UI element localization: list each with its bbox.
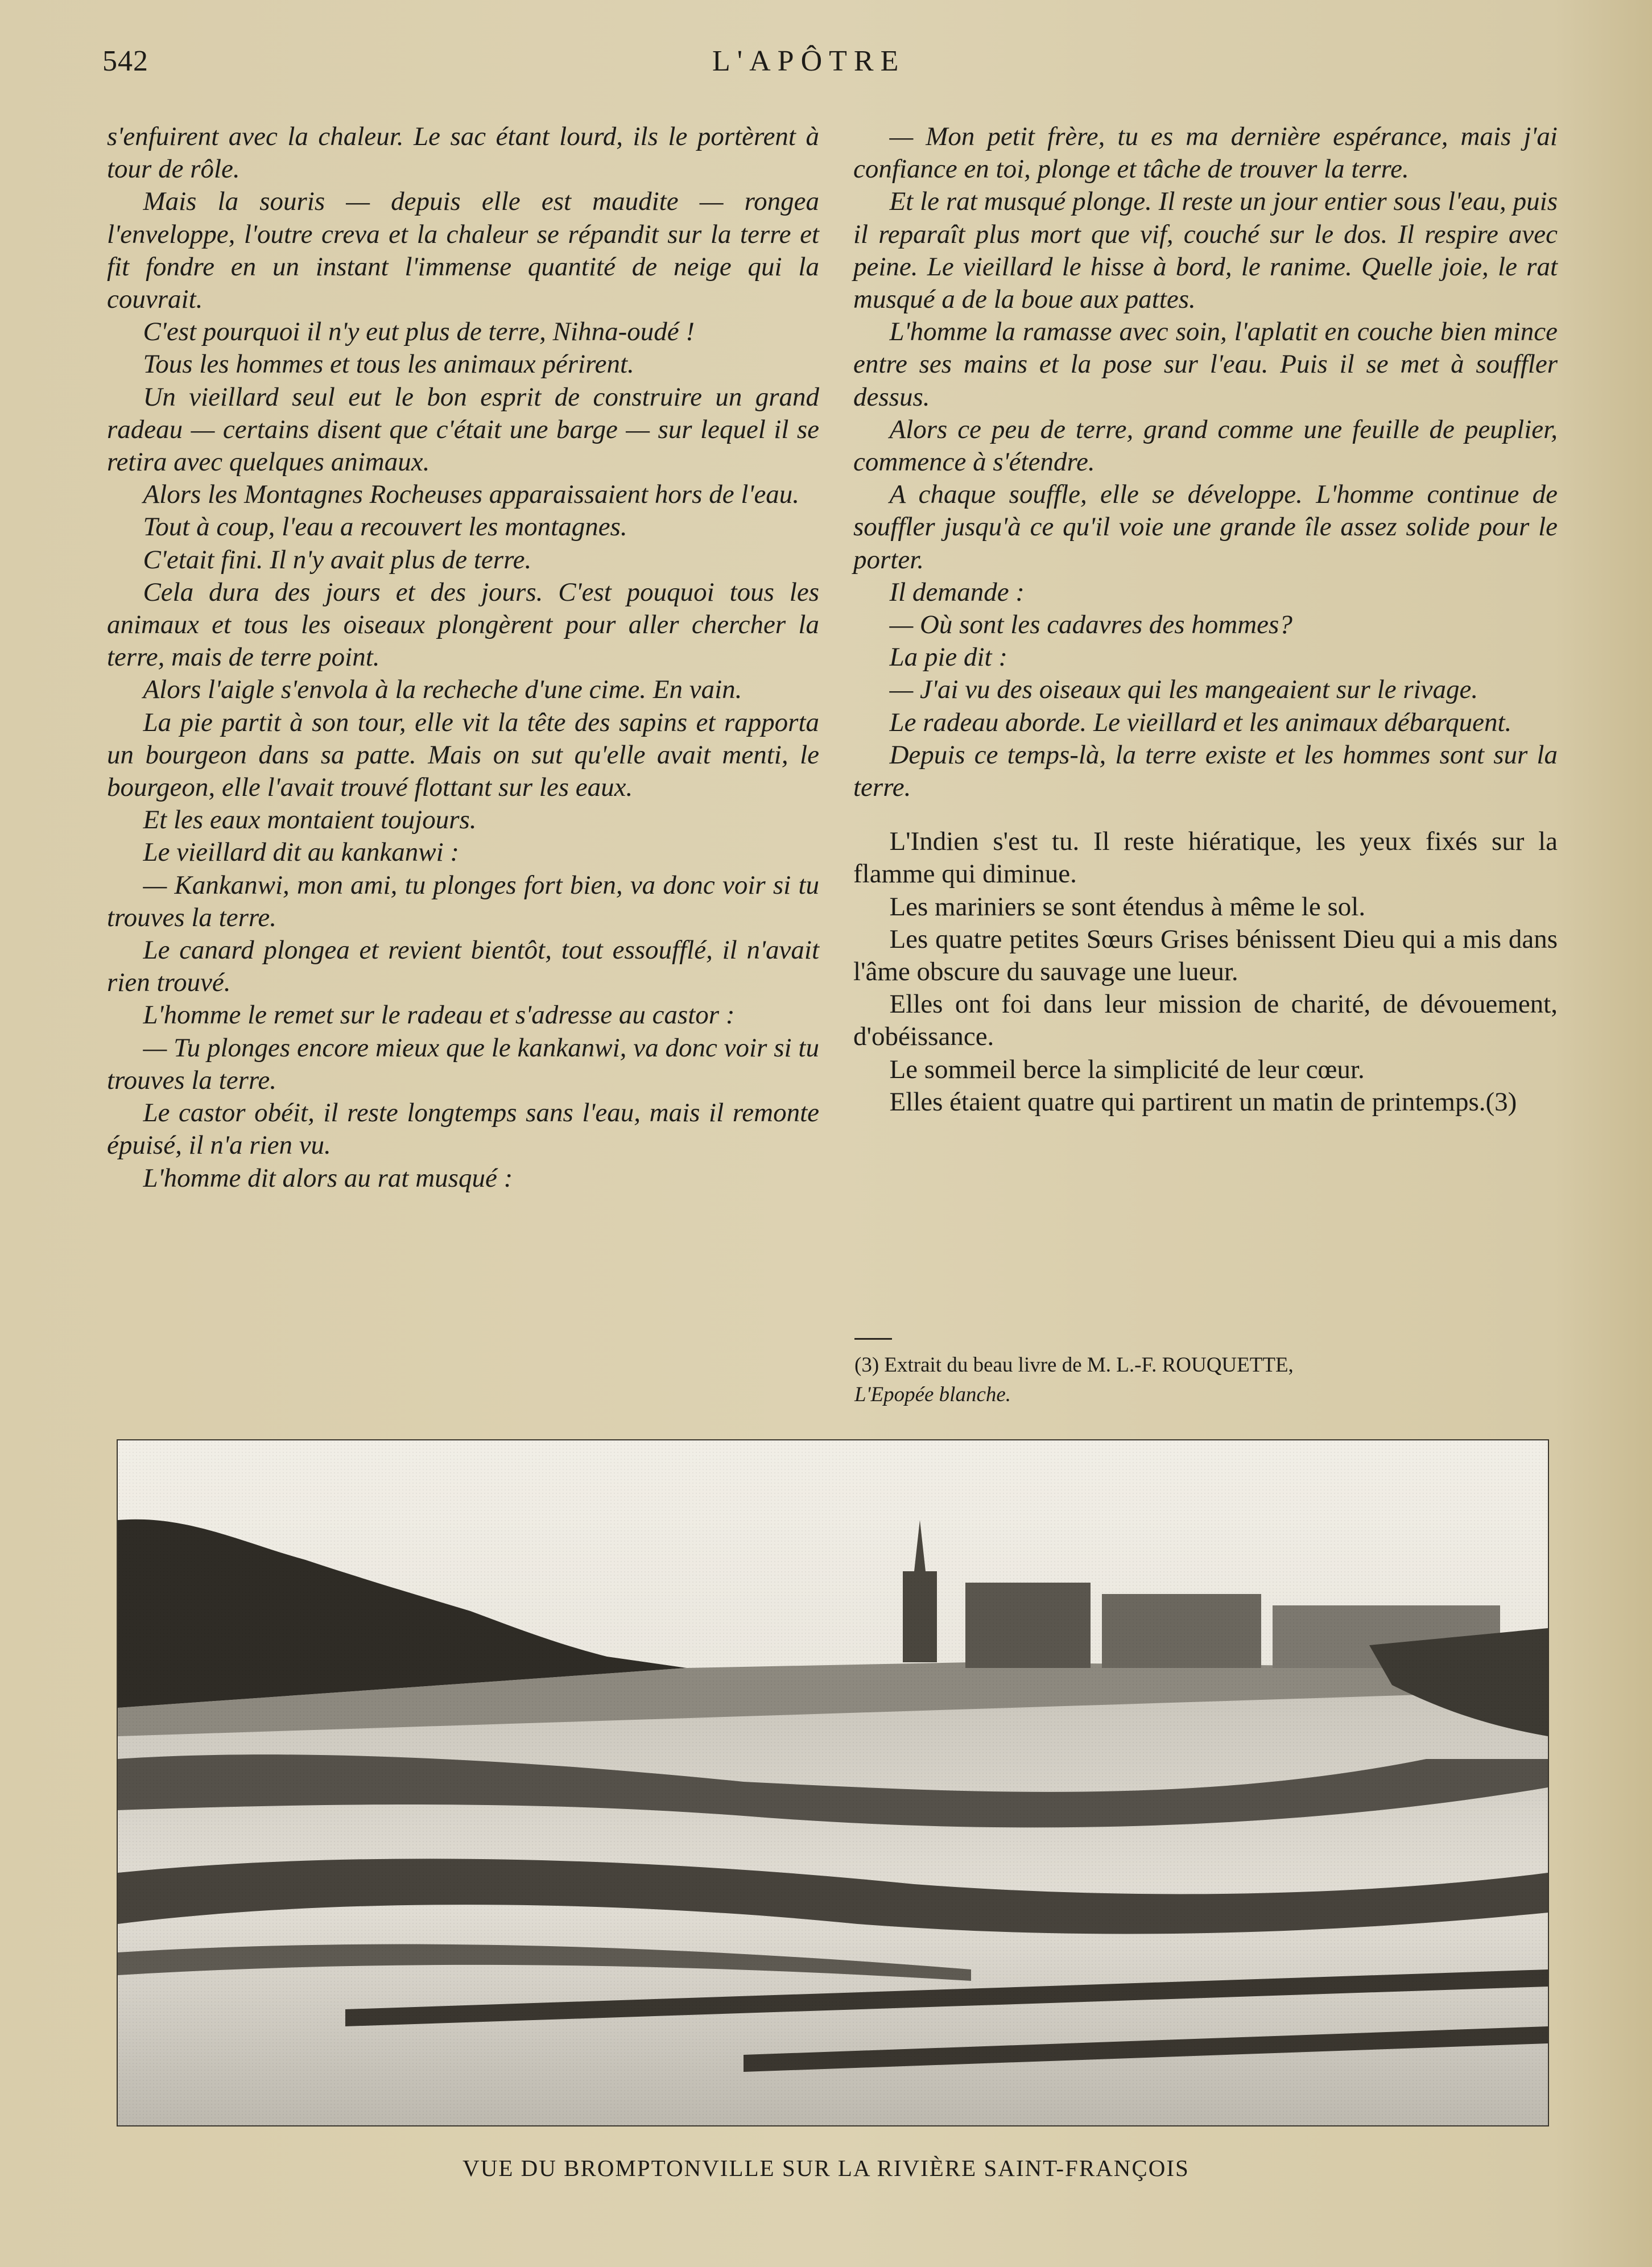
- paragraph: s'enfuirent avec la chaleur. Le sac étant lourd, ils le portèrent à tour de rôle.: [107, 122, 819, 184]
- paragraph: Tout à coup, l'eau a recouvert les montagnes.: [143, 512, 627, 542]
- paragraph: Depuis ce temps-là, la terre existe et les hommes sont sur la terre.: [853, 740, 1558, 803]
- river-photograph: [117, 1439, 1549, 2126]
- footnote: [854, 1351, 1558, 1410]
- paragraph: Alors l'aigle s'envola à la recheche d'une cime. En vain.: [143, 675, 742, 705]
- paragraph: L'Indien s'est tu. Il reste hiératique, les yeux fixés sur la flamme qui diminue.: [853, 827, 1558, 889]
- paragraph: Tous les hommes et tous les animaux périrent.: [143, 349, 634, 379]
- paragraph: Et le rat musqué plonge. Il reste un jour entier sous l'eau, puis il reparaît plus mort que vif, couché sur le dos. Il respire avec peine. Le vieillard le hisse à bord, le ranime. Quelle joie, le rat musqué a de la boue aux pattes.: [853, 187, 1558, 315]
- right-text-column: [853, 121, 1558, 1118]
- paragraph: — J'ai vu des oiseaux qui les mangeaient sur le rivage.: [889, 675, 1478, 705]
- paragraph: Mais la souris — depuis elle est maudite — rongea l'enveloppe, l'outre creva et la chaleur se répandit sur la terre et fit fondre en un instant l'immense quantité de neige qui la couvrait.: [107, 187, 819, 315]
- left-text-column: [107, 121, 819, 1195]
- paragraph: Alors ce peu de terre, grand comme une feuille de peuplier, commence à s'étendre.: [853, 414, 1558, 477]
- paragraph: C'est pourquoi il n'y eut plus de terre, Nihna-oudé !: [143, 317, 695, 347]
- running-title: L'APÔTRE: [712, 45, 906, 77]
- paragraph: La pie dit :: [889, 642, 1008, 672]
- paragraph: C'etait fini. Il n'y avait plus de terre.: [143, 544, 532, 575]
- paragraph: L'homme dit alors au rat musqué :: [143, 1163, 513, 1193]
- paragraph: A chaque souffle, elle se développe. L'homme continue de souffler jusqu'à ce qu'il voie une grande île assez solide pour le porter.: [853, 480, 1558, 575]
- paragraph: Le canard plongea et revient bientôt, tout essoufflé, il n'avait rien trouvé.: [107, 935, 819, 998]
- paragraph: — Tu plonges encore mieux que le kankanwi, va donc voir si tu trouves la terre.: [107, 1033, 819, 1095]
- paragraph: Les quatre petites Sœurs Grises bénissent Dieu qui a mis dans l'âme obscure du sauvage une lueur.: [853, 924, 1558, 987]
- paragraph: Elles étaient quatre qui partirent un matin de printemps.(3): [889, 1087, 1517, 1117]
- footnote-text: (3) Extrait du beau livre de M. L.-F. ROUQUETTE,: [854, 1353, 1294, 1377]
- paragraph: L'homme la ramasse avec soin, l'aplatit en couche bien mince entre ses mains et la pose sur l'eau. Puis il se met à souffler dessus.: [853, 317, 1558, 412]
- paragraph: Cela dura des jours et des jours. C'est pouquoi tous les animaux et tous les oiseaux plongèrent pour aller chercher la terre, mais de terre point.: [107, 577, 819, 672]
- paragraph: Et les eaux montaient toujours.: [143, 805, 477, 835]
- paragraph: Un vieillard seul eut le bon esprit de construire un grand radeau — certains disent que c'était une barge — sur lequel il se retira avec quelques animaux.: [107, 382, 819, 477]
- paragraph: Le radeau aborde. Le vieillard et les animaux débarquent.: [889, 707, 1512, 737]
- footnote-rule: [854, 1338, 892, 1340]
- paragraph: Elles ont foi dans leur mission de charité, de dévouement, d'obéissance.: [853, 989, 1558, 1052]
- paragraph: — Où sont les cadavres des hommes?: [889, 610, 1292, 640]
- paragraph: Le castor obéit, il reste longtemps sans l'eau, mais il remonte épuisé, il n'a rien vu.: [107, 1098, 819, 1161]
- paragraph: L'homme le remet sur le radeau et s'adresse au castor :: [143, 1000, 735, 1030]
- paragraph: Le vieillard dit au kankanwi :: [143, 837, 460, 868]
- river-landscape-illustration: [118, 1440, 1548, 2125]
- paragraph: — Kankanwi, mon ami, tu plonges fort bien, va donc voir si tu trouves la terre.: [107, 870, 819, 932]
- paragraph: Alors les Montagnes Rocheuses apparaissaient hors de l'eau.: [143, 480, 800, 510]
- photo-caption: VUE DU BROMPTONVILLE SUR LA RIVIÈRE SAINT-FRANÇOIS: [462, 2155, 1190, 2181]
- footnote-work-title: L'Epopée blanche.: [854, 1383, 1011, 1406]
- paragraph: Il demande :: [889, 577, 1025, 607]
- paragraph: Le sommeil berce la simplicité de leur cœur.: [889, 1054, 1365, 1084]
- paragraph: Les mariniers se sont étendus à même le sol.: [889, 891, 1366, 922]
- halftone-texture: [118, 1440, 1548, 2125]
- paragraph: — Mon petit frère, tu es ma dernière espérance, mais j'ai confiance en toi, plonge et tâche de trouver la terre.: [853, 122, 1558, 184]
- paragraph: La pie partit à son tour, elle vit la tête des sapins et rapporta un bourgeon dans sa patte. Mais on sut qu'elle avait menti, le bourgeon, elle l'avait trouvé flottant sur les eaux.: [107, 707, 819, 803]
- page-number: 542: [102, 45, 148, 77]
